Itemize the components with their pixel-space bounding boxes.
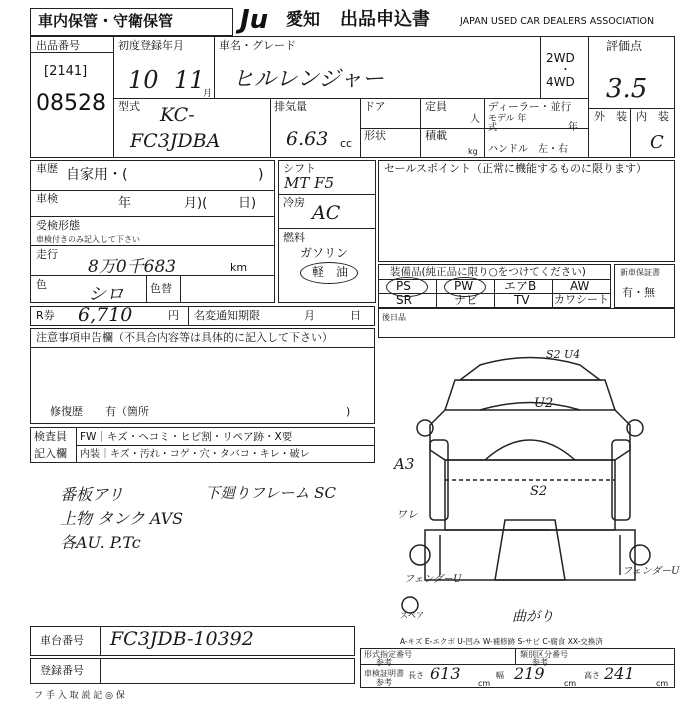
- footer-row: フ 手 入 取 説 記 ◎ 保: [34, 691, 125, 701]
- length-unit: cm: [478, 679, 491, 688]
- equip-circle-ps: [386, 277, 428, 297]
- warranty-label: 新車保証書: [620, 268, 660, 277]
- mark-u2: U2: [534, 396, 554, 411]
- jyushin-note: 車検付きのみ記入して下さい: [36, 235, 140, 244]
- ac-value: AC: [312, 202, 341, 224]
- equip-navi: ナビ: [454, 293, 479, 307]
- score-label: 評価点: [606, 39, 643, 53]
- repair-close: ): [346, 405, 351, 418]
- load-unit: kg: [468, 147, 478, 156]
- dealer-label: ディーラー・並行: [488, 101, 572, 113]
- diagram-legend: A-キズ E-エクボ U-凹み W-補修跡 S-サビ C-腐食 XX-交換済: [400, 637, 603, 646]
- cap-unit: 人: [470, 114, 480, 125]
- jyushin-label: 受検形態: [36, 219, 80, 232]
- dims-label: 車検証明書: [364, 669, 404, 678]
- rtax-yen: 円: [168, 309, 179, 322]
- repair-label: 修復歴 有（箇所: [50, 405, 149, 418]
- form-title-en: JAPAN USED CAR DEALERS ASSOCIATION: [460, 16, 655, 27]
- name-label: 車名・グレード: [219, 39, 296, 52]
- wd-dot: ・: [560, 63, 571, 76]
- hand-note-3: 各AU. P.Tc: [60, 533, 141, 552]
- mark-fender-left: フェンダーU: [404, 574, 462, 585]
- height-value: 241: [604, 664, 635, 683]
- int-label: 内 装: [636, 110, 669, 123]
- hand-note-1: 番板アリ: [60, 485, 124, 504]
- displacement: 6.63: [286, 128, 329, 150]
- interior-row: 内装｜キズ・汚れ・コゲ・穴・タバコ・キレ・破レ: [80, 449, 310, 460]
- notice-month: 月: [304, 309, 315, 322]
- score-value: 3.5: [606, 74, 648, 104]
- history-label: 車歴: [36, 162, 58, 175]
- shape-label: 形状: [364, 129, 386, 142]
- notes-label: 注意事項申告欄（不具合内容等は具体的に記入して下さい）: [36, 331, 333, 344]
- length-value: 613: [430, 664, 461, 683]
- lot-number: 08528: [36, 91, 106, 116]
- handle-label: ハンドル 左・右: [488, 144, 568, 155]
- equip-sr: SR: [396, 293, 412, 307]
- wd4-label: 4WD: [546, 75, 575, 89]
- equip-tv: TV: [514, 293, 530, 307]
- form-title: 出品申込書: [340, 9, 430, 30]
- inspect-month: 月)(: [184, 196, 208, 211]
- load-label: 積載: [425, 129, 447, 142]
- mark-s2: S2: [530, 484, 548, 499]
- inspector-label: 検査員: [34, 430, 67, 443]
- mileage-unit: km: [230, 261, 248, 274]
- equip-aw: AW: [570, 279, 590, 293]
- post-box: [378, 308, 675, 338]
- equip-label: 装備品(純正品に限り○をつけてください): [390, 266, 586, 278]
- length-label: 長さ: [408, 671, 424, 680]
- notice-day: 日: [350, 309, 361, 322]
- history-value: 自家用・(: [66, 167, 128, 183]
- disp-label: 排気量: [274, 100, 307, 113]
- regno-label: 登録番号: [40, 664, 84, 677]
- color-change-label: 色替: [150, 282, 172, 295]
- model-line1: KC-: [160, 104, 195, 126]
- top-section: [30, 36, 675, 158]
- lot-code: [2141]: [44, 64, 88, 79]
- modelyear-label: モデル 年式: [488, 114, 527, 133]
- hand-note-4: 下廻りフレーム SC: [205, 484, 336, 502]
- mark-top: S2 U4: [546, 348, 581, 361]
- cap-label: 定員: [425, 100, 447, 113]
- fill-label: 記入欄: [34, 447, 67, 460]
- width-unit: cm: [564, 679, 577, 688]
- model-line2: FC3JDBA: [130, 130, 221, 152]
- inspect-label: 車検: [36, 192, 58, 205]
- equip-circle-pw: [444, 277, 486, 297]
- history-close: ): [258, 167, 264, 183]
- post-label: 後日品: [382, 313, 406, 322]
- height-label: 高さ: [584, 671, 600, 680]
- warranty-value: 有・無: [622, 286, 655, 299]
- org-name: 愛知: [286, 10, 320, 30]
- wd2-label: 2WD: [546, 51, 575, 65]
- title-left: 車内保管・守衛保管: [38, 12, 174, 30]
- width-label: 幅: [496, 671, 504, 680]
- equip-airbag: エアB: [504, 279, 537, 293]
- disp-unit: cc: [340, 137, 353, 150]
- door-label: ドア: [364, 100, 386, 113]
- lot-label: 出品番号: [36, 39, 80, 52]
- notice-label: 名変通知期限: [194, 309, 260, 322]
- mark-bent: 曲がり: [512, 609, 554, 625]
- cert-ref-1: 参考: [376, 658, 392, 667]
- shift-label: シフト: [283, 162, 316, 175]
- ac-label: 冷房: [283, 196, 305, 209]
- mark-wa: ワレ: [396, 508, 418, 521]
- spare-label: スペア: [400, 611, 424, 620]
- rtax-value: 6,710: [78, 304, 133, 326]
- fuel-opt2: 軽 油: [312, 265, 349, 279]
- mark-fender-right: フェンダーU: [622, 566, 680, 577]
- equip-pw: PW: [454, 279, 474, 293]
- mark-a3: A3: [394, 455, 415, 473]
- int-grade: C: [650, 132, 664, 153]
- chassis-value: FC3JDB-10392: [110, 628, 254, 650]
- shift-value: MT F5: [284, 174, 335, 192]
- dims-ref: 参考: [376, 678, 392, 687]
- fuel-opt1: ガソリン: [300, 246, 349, 260]
- height-unit: cm: [656, 679, 669, 688]
- inspect-day: 日): [238, 196, 257, 211]
- sales-point-box: [378, 160, 675, 262]
- reg-label: 初度登録年月: [118, 39, 184, 52]
- equip-leather: カワシート: [554, 293, 609, 306]
- fuel-circle: [300, 262, 358, 284]
- cert-ref-2: 参考: [532, 658, 548, 667]
- car-name: ヒルレンジャー: [232, 67, 384, 92]
- reg-year: 10: [128, 66, 159, 94]
- width-value: 219: [514, 664, 545, 683]
- sales-point-label: セールスポイント（正常に機能するものに限ります）: [384, 162, 648, 175]
- reg-month-unit: 月: [203, 89, 213, 99]
- rtax-label: R券: [36, 309, 55, 322]
- reg-month: 11: [174, 66, 205, 94]
- fuel-label: 燃料: [283, 231, 305, 244]
- hand-note-2: 上物 タンク AVS: [60, 509, 184, 528]
- logo: Ju: [240, 5, 269, 35]
- color-label: 色: [36, 278, 47, 291]
- inspect-year: 年: [118, 196, 132, 211]
- chassis-label: 車台番号: [40, 634, 84, 647]
- cert-2: 類別区分番号: [520, 650, 568, 659]
- mileage-label: 走行: [36, 248, 58, 261]
- fw-row: FW｜キズ・ヘコミ・ヒビ割・リペア跡・X要: [80, 431, 293, 443]
- equip-ps: PS: [396, 279, 411, 293]
- model-label: 型式: [118, 100, 140, 113]
- mileage-value: 8万0千683: [88, 257, 177, 277]
- year-unit: 年: [568, 122, 578, 133]
- color-value: シロ: [88, 284, 124, 305]
- ext-label: 外 装: [594, 110, 627, 123]
- cert-1: 形式指定番号: [364, 650, 412, 659]
